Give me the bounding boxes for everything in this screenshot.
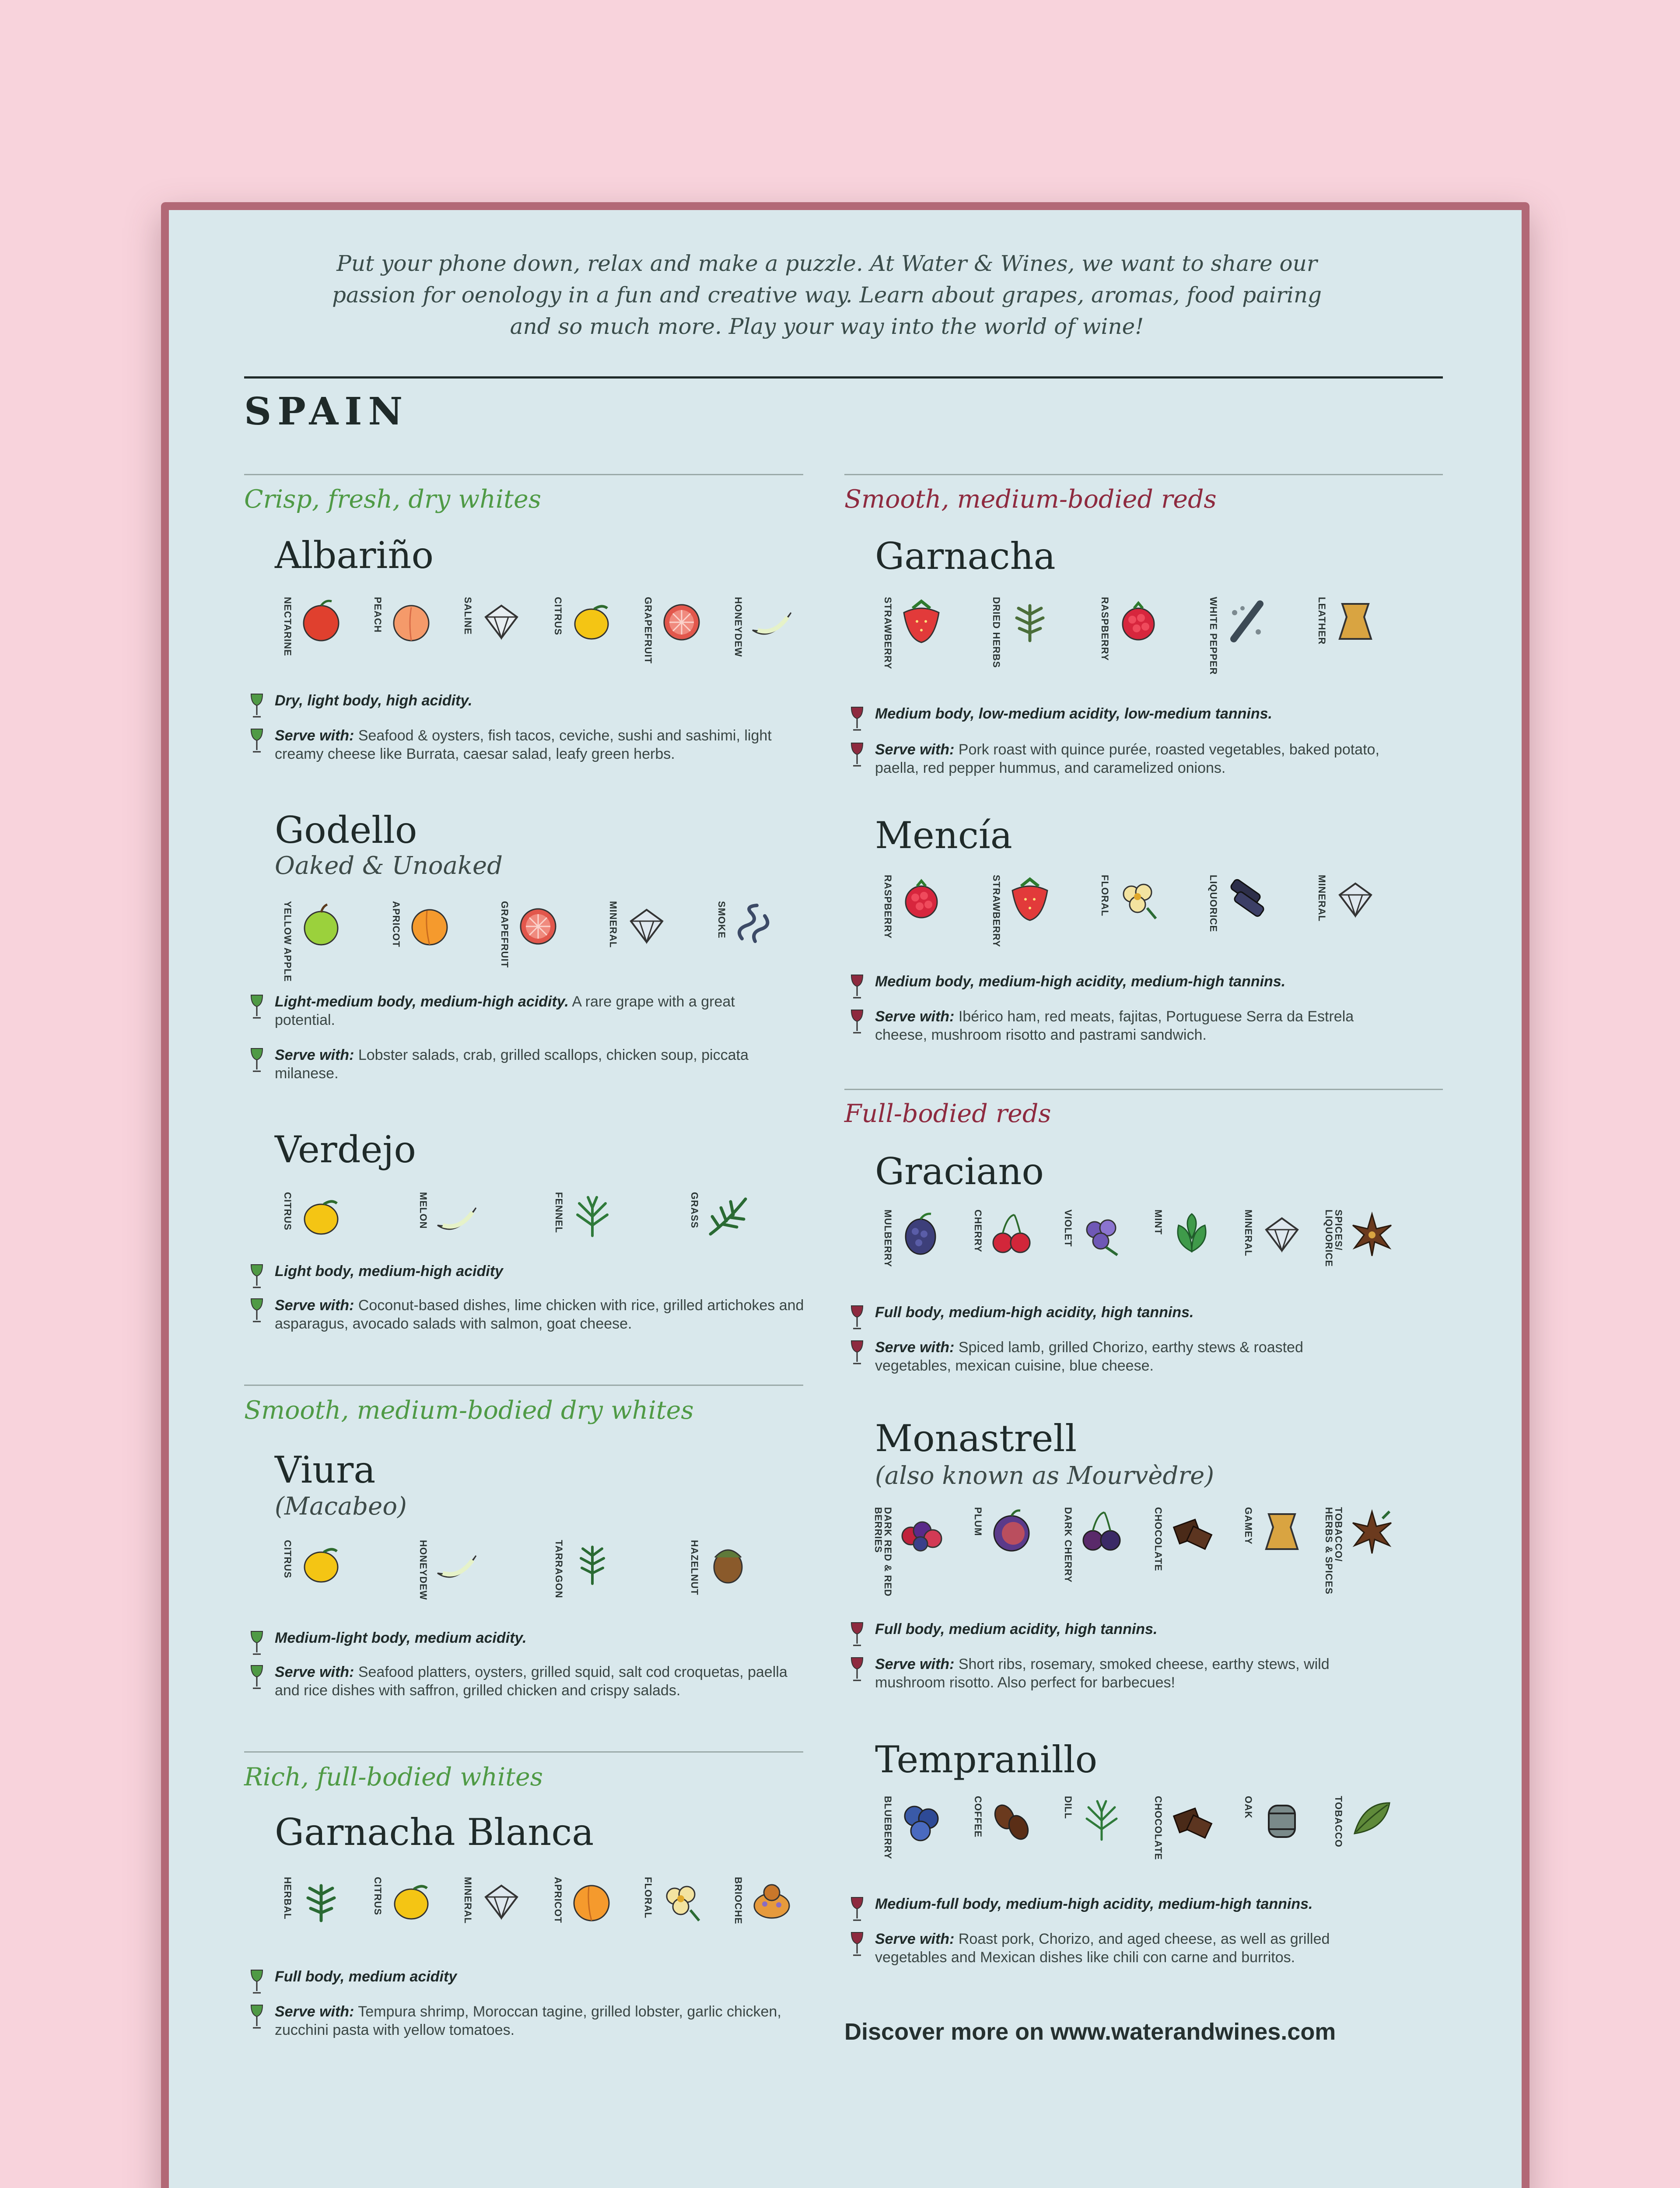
aroma-label: RASPBERRY (1099, 597, 1110, 661)
aroma-label: VIOLET (1063, 1210, 1074, 1247)
honeydew-icon (746, 595, 798, 648)
serve-garnacha: Serve with: Pork roast with quince purée, roasted vegetables, baked potato, paella, red pepper hummus, and caramelized onions. (875, 741, 1379, 776)
cherry-icon (985, 1208, 1038, 1260)
aroma-label: HONEYDEW (418, 1540, 429, 1600)
grape-name-tempranillo: Tempranillo (875, 1738, 1098, 1781)
aroma-item (383, 899, 475, 996)
mineral-icon (620, 899, 673, 952)
spices-icon (1346, 1208, 1398, 1260)
aroma-item (600, 899, 692, 996)
grape-name-albarino: Albariño (275, 534, 434, 577)
aroma-item (635, 595, 727, 691)
raspberry-icon (895, 873, 948, 926)
aroma-item (1200, 595, 1292, 691)
serve-graciano: Serve with: Spiced lamb, grilled Chorizo, earthy stews & roasted vegetables, mexican cuisine, blue cheese. (875, 1339, 1303, 1374)
aroma-label: BLUEBERRY (882, 1796, 893, 1860)
aroma-label: SALINE (462, 597, 473, 635)
white-pepper-icon (1221, 595, 1273, 648)
aroma-item (1055, 1208, 1147, 1304)
red-wine-glass-icon (850, 1339, 864, 1365)
serve-albarino: Serve with: Seafood & oysters, fish tacos, ceviche, sushi and sashimi, light creamy cheese like Burrata, caesar salad, leafy green herbs. (275, 727, 772, 762)
mineral-icon (475, 1875, 528, 1928)
aroma-label: MINERAL (1316, 875, 1327, 922)
aroma-label: GRASS (689, 1192, 700, 1229)
aroma-item (984, 873, 1075, 969)
aroma-label: COFFEE (973, 1796, 984, 1838)
red-wine-glass-icon (850, 705, 864, 732)
aroma-item (1323, 1505, 1418, 1602)
aroma-row-albarino (275, 595, 817, 691)
aroma-label: TARRAGON (553, 1540, 564, 1599)
floral-icon (655, 1875, 708, 1928)
category-smooth-whites: Smooth, medium-bodied dry whites (244, 1396, 694, 1425)
aroma-label: LEATHER (1316, 597, 1327, 645)
liquorice-icon (1221, 873, 1273, 926)
white-wine-glass-icon (249, 1047, 264, 1073)
grape-name-graciano: Graciano (875, 1150, 1044, 1193)
aroma-label: YELLOW APPLE (282, 901, 293, 982)
grapefruit-icon (655, 595, 708, 648)
aroma-item (275, 595, 367, 691)
aroma-label: CHOCOLATE (1153, 1507, 1164, 1571)
aroma-row-tempranillo (875, 1794, 1418, 1890)
serve-mencia: Serve with: Ibérico ham, red meats, fajitas, Portuguese Serra da Estrela cheese, mushroom risotto and pastrami sandwich. (875, 1008, 1354, 1043)
aroma-label: GRAPEFRUIT (499, 901, 510, 968)
aroma-item (875, 595, 967, 691)
hazelnut-icon (702, 1538, 754, 1591)
category-full-reds: Full-bodied reds (844, 1099, 1051, 1128)
aroma-item (410, 1538, 502, 1634)
aroma-item (635, 1875, 727, 1971)
profile-garnacha: Medium body, low-medium acidity, low-medium tannins. (875, 705, 1272, 722)
aroma-item (1055, 1505, 1147, 1602)
aroma-item (682, 1538, 774, 1634)
aroma-label: APRICOT (391, 901, 402, 947)
serve-godello: Serve with: Lobster salads, crab, grilled scallops, chicken soup, piccata milanese. (275, 1047, 749, 1082)
coffee-icon (985, 1794, 1038, 1847)
white-wine-glass-icon (249, 1664, 264, 1690)
aroma-label: MULBERRY (882, 1210, 893, 1267)
white-wine-glass-icon (249, 692, 264, 719)
saline-icon (475, 595, 528, 648)
aroma-item (709, 899, 801, 996)
citrus-icon (385, 1875, 438, 1928)
tobacco-icon (1346, 1794, 1398, 1847)
serve-monastrell: Serve with: Short ribs, rosemary, smoked cheese, earthy stews, wild mushroom risotto. Also perfect for barbecues! (875, 1656, 1330, 1691)
red-wine-glass-icon (850, 973, 864, 999)
strawberry-icon (895, 595, 948, 648)
aroma-item (545, 1875, 637, 1971)
aroma-item (1055, 1794, 1147, 1890)
aroma-label: CITRUS (282, 1192, 293, 1231)
fennel-icon (566, 1190, 619, 1243)
aroma-item (546, 1538, 638, 1634)
white-wine-glass-icon (249, 1630, 264, 1656)
aroma-item (875, 1505, 967, 1602)
aroma-item (492, 899, 584, 996)
aroma-label: STRAWBERRY (882, 597, 893, 670)
aroma-label: MELON (418, 1192, 429, 1229)
aroma-item (1236, 1208, 1327, 1304)
aroma-label: MINERAL (462, 1877, 473, 1924)
aroma-row-viura (275, 1538, 817, 1634)
profile-verdejo: Light body, medium-high acidity (275, 1263, 503, 1280)
grape-name-garnacha: Garnacha (875, 535, 1056, 578)
yellow-apple-icon (295, 899, 347, 952)
category-rich-whites: Rich, full-bodied whites (244, 1763, 543, 1792)
aroma-label: PEACH (372, 597, 383, 633)
divider (244, 1385, 803, 1386)
aroma-item (1309, 873, 1401, 969)
aroma-label: DRIED HERBS (991, 597, 1002, 668)
aroma-item (365, 1875, 457, 1971)
aroma-label: MINERAL (608, 901, 619, 948)
red-wine-glass-icon (850, 1304, 864, 1330)
aroma-label: DILL (1063, 1796, 1074, 1819)
floral-icon (1112, 873, 1165, 926)
aroma-label: PLUM (973, 1507, 984, 1536)
strawberry-icon (1004, 873, 1056, 926)
peach-icon (385, 595, 438, 648)
gamey-icon (1256, 1505, 1308, 1558)
nectarine-icon (295, 595, 347, 648)
leather-icon (1329, 595, 1382, 648)
header-rule (244, 376, 1443, 379)
blueberry-icon (895, 1794, 948, 1847)
red-wine-glass-icon (850, 1931, 864, 1957)
profile-graciano: Full body, medium-high acidity, high tannins. (875, 1304, 1194, 1321)
aroma-label: MINERAL (1243, 1210, 1254, 1257)
citrus-icon (295, 1538, 347, 1591)
aroma-label: HONEYDEW (733, 597, 744, 657)
aroma-label: MINT (1153, 1210, 1164, 1235)
aroma-item (1145, 1208, 1237, 1304)
aroma-item (875, 1208, 967, 1304)
aroma-item (275, 1875, 367, 1971)
white-wine-glass-icon (249, 1968, 264, 1995)
dried-herbs-icon (1004, 595, 1056, 648)
mint-icon (1166, 1208, 1218, 1260)
divider (244, 474, 803, 475)
aroma-label: SMOKE (716, 901, 727, 939)
dark-cherry-icon (1075, 1505, 1128, 1558)
aroma-row-garnacha-blanca (275, 1875, 817, 1971)
profile-albarino: Dry, light body, high acidity. (275, 692, 472, 709)
grass-icon (702, 1190, 754, 1243)
divider (844, 1089, 1443, 1090)
oak-icon (1256, 1794, 1308, 1847)
red-wine-glass-icon (850, 1656, 864, 1682)
aroma-item (875, 873, 967, 969)
aroma-row-graciano (875, 1208, 1418, 1304)
aroma-label: TOBACCO (1333, 1796, 1344, 1848)
profile-viura: Medium-light body, medium acidity. (275, 1630, 527, 1646)
grape-subtitle-viura: (Macabeo) (275, 1492, 407, 1521)
aroma-item (455, 1875, 547, 1971)
raspberry-icon (1112, 595, 1165, 648)
aroma-item (965, 1208, 1057, 1304)
aroma-label: TOBACCO/ HERBS & SPICES (1323, 1507, 1344, 1595)
mineral-icon (1256, 1208, 1308, 1260)
divider (244, 1751, 803, 1753)
aroma-label: DARK CHERRY (1063, 1507, 1074, 1583)
grape-name-godello: Godello (275, 809, 417, 852)
aroma-label: FLORAL (643, 1877, 654, 1919)
intro-text: Put your phone down, relax and make a puzzle. At Water & Wines, we want to share our passion for oenology in a fun and creative way. Learn about grapes, aromas, food pairing and so much more. Play your way into the world of wine! (332, 251, 1322, 339)
red-wine-glass-icon (850, 1008, 864, 1034)
berries-icon (895, 1505, 948, 1558)
aroma-row-garnacha (875, 595, 1418, 691)
aroma-label: RASPBERRY (882, 875, 893, 939)
grape-name-garnacha-blanca: Garnacha Blanca (275, 1811, 594, 1854)
category-crisp-whites: Crisp, fresh, dry whites (244, 485, 542, 514)
red-wine-glass-icon (850, 1621, 864, 1647)
red-wine-glass-icon (850, 741, 864, 768)
aroma-label: LIQUORICE (1208, 875, 1219, 933)
aroma-item (1092, 873, 1184, 969)
citrus-icon (295, 1190, 347, 1243)
aroma-label: HAZELNUT (689, 1540, 700, 1595)
grape-name-viura: Viura (275, 1448, 376, 1491)
aroma-item (1092, 595, 1184, 691)
aroma-item (1200, 873, 1292, 969)
aroma-item (1309, 595, 1401, 691)
aroma-label: DARK RED & RED BERRIES (873, 1507, 893, 1597)
plum-icon (985, 1505, 1038, 1558)
mineral-icon (1329, 873, 1382, 926)
grape-subtitle-godello: Oaked & Unoaked (275, 852, 503, 880)
aroma-row-godello (275, 899, 817, 996)
mulberry-icon (895, 1208, 948, 1260)
aroma-item (1326, 1794, 1418, 1890)
aroma-item (875, 1794, 967, 1890)
herbal-icon (295, 1875, 347, 1928)
aroma-label: NECTARINE (282, 597, 293, 656)
aroma-item (965, 1505, 1057, 1602)
red-wine-glass-icon (850, 1896, 864, 1922)
profile-mencia: Medium body, medium-high acidity, medium-high tannins. (875, 973, 1286, 990)
divider (844, 474, 1443, 475)
aroma-item (965, 1794, 1057, 1890)
profile-tempranillo: Medium-full body, medium-high acidity, medium-high tannins. (875, 1896, 1313, 1912)
white-wine-glass-icon (249, 2003, 264, 2030)
aroma-item (1145, 1794, 1237, 1890)
chocolate-icon (1166, 1794, 1218, 1847)
grape-name-mencia: Mencía (875, 814, 1012, 857)
aroma-label: CITRUS (282, 1540, 293, 1578)
aroma-item (1145, 1505, 1237, 1602)
aroma-item (275, 899, 367, 996)
country-title: SPAIN (244, 389, 409, 434)
profile-garnacha-blanca: Full body, medium acidity (275, 1968, 457, 1985)
aroma-label: GRAPEFRUIT (643, 597, 654, 664)
grape-subtitle-monastrell: (also known as Mourvèdre) (875, 1462, 1214, 1490)
tarragon-icon (566, 1538, 619, 1591)
aroma-item (1236, 1794, 1327, 1890)
profile-monastrell: Full body, medium acidity, high tannins. (875, 1621, 1158, 1637)
aroma-row-mencia (875, 873, 1418, 969)
serve-garnacha-blanca: Serve with: Tempura shrimp, Moroccan tagine, grilled lobster, garlic chicken, zucchini pasta with yellow tomatoes. (275, 2003, 781, 2038)
aroma-label: HERBAL (282, 1877, 293, 1920)
white-wine-glass-icon (249, 1263, 264, 1289)
profile-godello: Light-medium body, medium-high acidity. A rare grape with a great potential. (275, 993, 735, 1028)
star-anise-icon (1346, 1505, 1398, 1558)
aroma-item (725, 595, 817, 691)
aroma-label: GAMEY (1243, 1507, 1254, 1545)
aroma-label: CITRUS (553, 597, 564, 635)
violet-icon (1075, 1208, 1128, 1260)
aroma-item (365, 595, 457, 691)
aroma-label: CITRUS (372, 1877, 383, 1915)
aroma-label: BRIOCHE (733, 1877, 744, 1925)
honeydew-icon (430, 1538, 483, 1591)
aroma-row-monastrell (875, 1505, 1418, 1602)
serve-verdejo: Serve with: Coconut-based dishes, lime chicken with rice, grilled artichokes and asparagus, avocado salads with salmon, goat cheese. (275, 1297, 804, 1332)
citrus-icon (565, 595, 618, 648)
apricot-icon (565, 1875, 618, 1928)
aroma-label: CHOCOLATE (1153, 1796, 1164, 1860)
aroma-item (545, 595, 637, 691)
serve-viura: Serve with: Seafood platters, oysters, grilled squid, salt cod croquetas, paella and rice dishes with saffron, grilled chicken and crispy salads. (275, 1664, 788, 1699)
brioche-icon (746, 1875, 798, 1928)
apricot-icon (403, 899, 456, 952)
aroma-label: FLORAL (1099, 875, 1110, 917)
aroma-label: APRICOT (553, 1877, 564, 1923)
aroma-item (1323, 1208, 1418, 1304)
dill-icon (1075, 1794, 1128, 1847)
aroma-label: CHERRY (973, 1210, 984, 1253)
website-footer[interactable]: Discover more on www.waterandwines.com (844, 2019, 1336, 2045)
serve-tempranillo: Serve with: Roast pork, Chorizo, and aged cheese, as well as grilled vegetables and Mexican dishes like chili con carne and burritos. (875, 1931, 1330, 1966)
aroma-item (455, 595, 547, 691)
grape-name-verdejo: Verdejo (275, 1128, 416, 1171)
white-wine-glass-icon (249, 1297, 264, 1323)
white-wine-glass-icon (249, 993, 264, 1020)
aroma-label: OAK (1243, 1796, 1254, 1819)
smoke-icon (729, 899, 781, 952)
aroma-item (275, 1538, 367, 1634)
aroma-item (984, 595, 1075, 691)
aroma-label: WHITE PEPPER (1208, 597, 1219, 675)
grapefruit-icon (512, 899, 564, 952)
melon-icon (430, 1190, 483, 1243)
chocolate-icon (1166, 1505, 1218, 1558)
aroma-item (725, 1875, 817, 1971)
aroma-item (1236, 1505, 1327, 1602)
grape-name-monastrell: Monastrell (875, 1417, 1077, 1460)
aroma-label: FENNEL (553, 1192, 564, 1233)
aroma-label: SPICES/ LIQUORICE (1323, 1210, 1344, 1267)
white-wine-glass-icon (249, 727, 264, 754)
category-smooth-reds: Smooth, medium-bodied reds (844, 485, 1217, 514)
aroma-label: STRAWBERRY (991, 875, 1002, 947)
